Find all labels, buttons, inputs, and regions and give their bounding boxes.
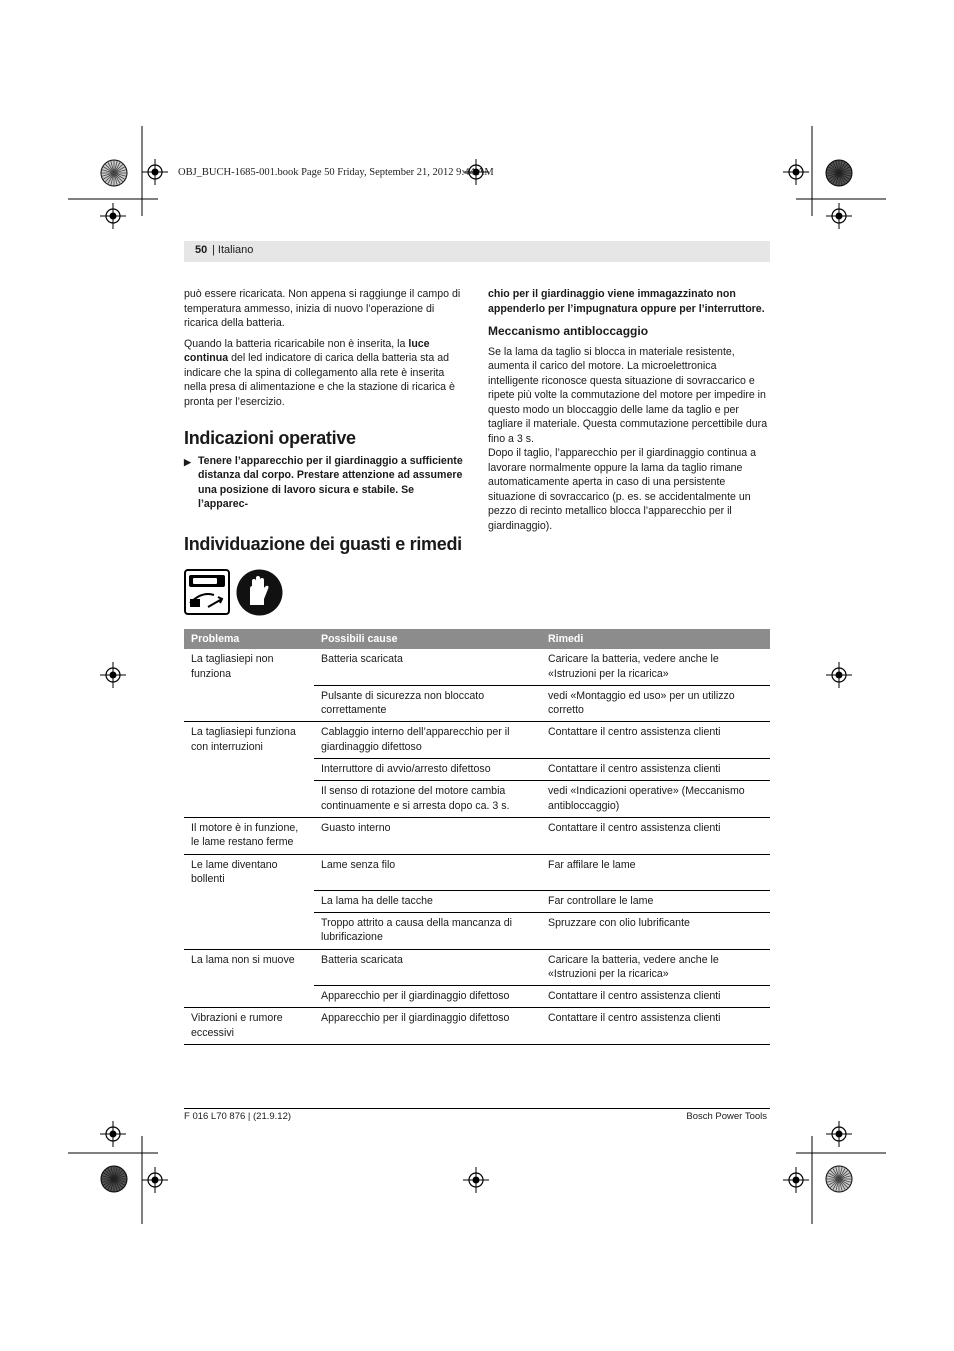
bullet-text: Tenere l’apparecchio per il giardinaggio a sufficiente distanza dal corpo. Prestare attenzione ad assumere una posizione di lavoro sicura e stabile. Se l’apparec- — [198, 454, 463, 510]
remedy-cell: Contattare il centro assistenza clienti — [541, 759, 770, 781]
table-row — [184, 781, 770, 818]
column-header-remedies: Rimedi — [541, 629, 770, 649]
crosshair-mark — [783, 1167, 809, 1193]
cause-cell: Troppo attrito a causa della mancanza di lubrificazione — [314, 912, 541, 949]
problem-cell — [184, 912, 314, 949]
text-run: del led indicatore di carica della batteria sta ad indicare che la spina di collegamento alla rete è inserita nella presa di alimentazione e che la stazione di ricarica è pronta per l’esercizio. — [184, 352, 455, 408]
problem-cell: Il motore è in funzione, le lame restano ferme — [184, 817, 314, 854]
crosshair-mark — [142, 1167, 168, 1193]
remedy-cell: Contattare il centro assistenza clienti — [541, 1008, 770, 1045]
table-row — [184, 759, 770, 781]
crosshair-mark — [783, 159, 809, 185]
footer-code: F 016 L70 876 | (21.9.12) — [184, 1111, 292, 1122]
cause-cell: Apparecchio per il giardinaggio difettoso — [314, 1008, 541, 1045]
remedy-cell: Caricare la batteria, vedere anche le «Istruzioni per la ricarica» — [541, 649, 770, 685]
text-run: Quando la batteria ricaricabile non è inserita, la — [184, 337, 409, 350]
cause-cell: Cablaggio interno dell’apparecchio per il giardinaggio difettoso — [314, 722, 541, 759]
unplug-charger-icon — [184, 569, 230, 615]
table-row — [184, 722, 770, 759]
column-header-causes: Possibili cause — [314, 629, 541, 649]
table-row — [184, 912, 770, 949]
crosshair-mark — [100, 662, 126, 688]
page-language: | Italiano — [212, 244, 254, 256]
problem-cell: Le lame diventano bollenti — [191, 858, 278, 885]
triangle-bullet-icon: ▶ — [184, 456, 191, 467]
table-row — [184, 685, 770, 722]
safety-gloves-icon — [236, 569, 283, 616]
table-row — [184, 1008, 770, 1045]
right-column — [488, 287, 770, 539]
cause-cell: Apparecchio per il giardinaggio difettoso — [314, 986, 541, 1008]
problem-cell — [184, 685, 314, 722]
table-row — [184, 949, 770, 986]
footer-rule — [184, 1108, 770, 1109]
table-header-row — [184, 629, 770, 649]
remedy-cell: Spruzzare con olio lubrificante — [541, 912, 770, 949]
troubleshooting-table — [184, 629, 770, 1045]
remedy-cell: Far affilare le lame — [541, 854, 770, 890]
section-heading-troubleshooting: Individuazione dei guasti e rimedi — [184, 534, 462, 554]
paragraph: può essere ricaricata. Non appena si raggiunge il campo di temperatura ammesso, inizia di nuovo l’operazione di ricarica della batteria. — [184, 288, 461, 329]
cause-cell: Batteria scaricata — [314, 949, 541, 986]
remedy-cell: Contattare il centro assistenza clienti — [541, 722, 770, 759]
problem-cell — [184, 759, 314, 781]
text-bold: luce continua — [184, 337, 430, 364]
cause-cell: Guasto interno — [314, 817, 541, 854]
remedy-cell: Caricare la batteria, vedere anche le «Istruzioni per la ricarica» — [541, 949, 770, 986]
table-row — [184, 649, 770, 685]
crosshair-mark — [463, 1167, 489, 1193]
crosshair-mark — [142, 159, 168, 185]
cause-cell: Batteria scaricata — [314, 649, 541, 685]
problem-cell: Vibrazioni e rumore eccessivi — [184, 1008, 314, 1045]
section-heading-operative: Indicazioni operative — [184, 428, 356, 448]
problem-cell — [184, 986, 314, 1008]
column-header-problem: Problema — [184, 629, 314, 649]
bullet-continuation: chio per il giardinaggio viene immagazzinato non appenderlo per l’impugnatura oppure per l’interruttore. — [488, 288, 765, 315]
subheading-antiblock: Meccanismo antibloccaggio — [488, 324, 649, 338]
bullet-item — [184, 454, 466, 512]
crosshair-mark — [826, 1121, 852, 1147]
table-row — [184, 890, 770, 912]
remedy-cell: Far controllare le lame — [541, 890, 770, 912]
paragraph: Dopo il taglio, l’apparecchio per il giardinaggio continua a lavorare normalmente oppure la lama da taglio rimane automaticamente aperta in caso di una persistente situazione di sovraccarico (p. es. se accidentalmente un pezzo di recinto metallico blocca l’apparecchio per il giardinaggio). — [488, 447, 756, 532]
problem-cell — [184, 781, 314, 818]
book-info-line: OBJ_BUCH-1685-001.book Page 50 Friday, September 21, 2012 9:44 AM — [178, 167, 494, 178]
cause-cell: Lame senza filo — [314, 854, 541, 890]
crosshair-mark — [826, 203, 852, 229]
remedy-cell: Contattare il centro assistenza clienti — [541, 817, 770, 854]
crosshair-mark — [100, 1121, 126, 1147]
table-row — [184, 817, 770, 854]
page-number: 50 — [195, 244, 208, 256]
page-header-bar — [184, 241, 770, 262]
cause-cell: Interruttore di avvio/arresto difettoso — [314, 759, 541, 781]
color-wheel-mark — [101, 1166, 127, 1192]
remedy-cell: Contattare il centro assistenza clienti — [541, 986, 770, 1008]
paragraph — [184, 337, 466, 410]
table-row — [184, 854, 770, 890]
color-wheel-mark — [826, 160, 852, 186]
remedy-cell: vedi «Indicazioni operative» (Meccanismo antibloccaggio) — [541, 781, 770, 818]
problem-cell: La lama non si muove — [191, 953, 295, 966]
problem-cell — [184, 890, 314, 912]
color-wheel-mark — [101, 160, 127, 186]
cause-cell: La lama ha delle tacche — [314, 890, 541, 912]
left-column — [184, 287, 466, 512]
color-wheel-mark — [826, 1166, 852, 1192]
footer-brand: Bosch Power Tools — [686, 1111, 767, 1122]
problem-cell: La tagliasiepi non funziona — [191, 653, 274, 680]
crosshair-mark — [826, 662, 852, 688]
paragraph: Se la lama da taglio si blocca in materiale resistente, aumenta il carico del motore. La microelettronica intelligente riconosce questa situazione di sovraccarico e ripete più volte la commutazione del motore per impedire in questo modo un bloccaggio delle lame da taglio e per tagliare il materiale. Questa commutazione percettibile dura fino a 3 s. — [488, 345, 768, 445]
cause-cell: Pulsante di sicurezza non bloccato correttamente — [314, 685, 541, 722]
problem-cell: La tagliasiepi funziona con interruzioni — [191, 726, 296, 753]
table-row — [184, 986, 770, 1008]
cause-cell: Il senso di rotazione del motore cambia continuamente e si arresta dopo ca. 3 s. — [314, 781, 541, 818]
remedy-cell: vedi «Montaggio ed uso» per un utilizzo corretto — [541, 685, 770, 722]
crosshair-mark — [100, 203, 126, 229]
